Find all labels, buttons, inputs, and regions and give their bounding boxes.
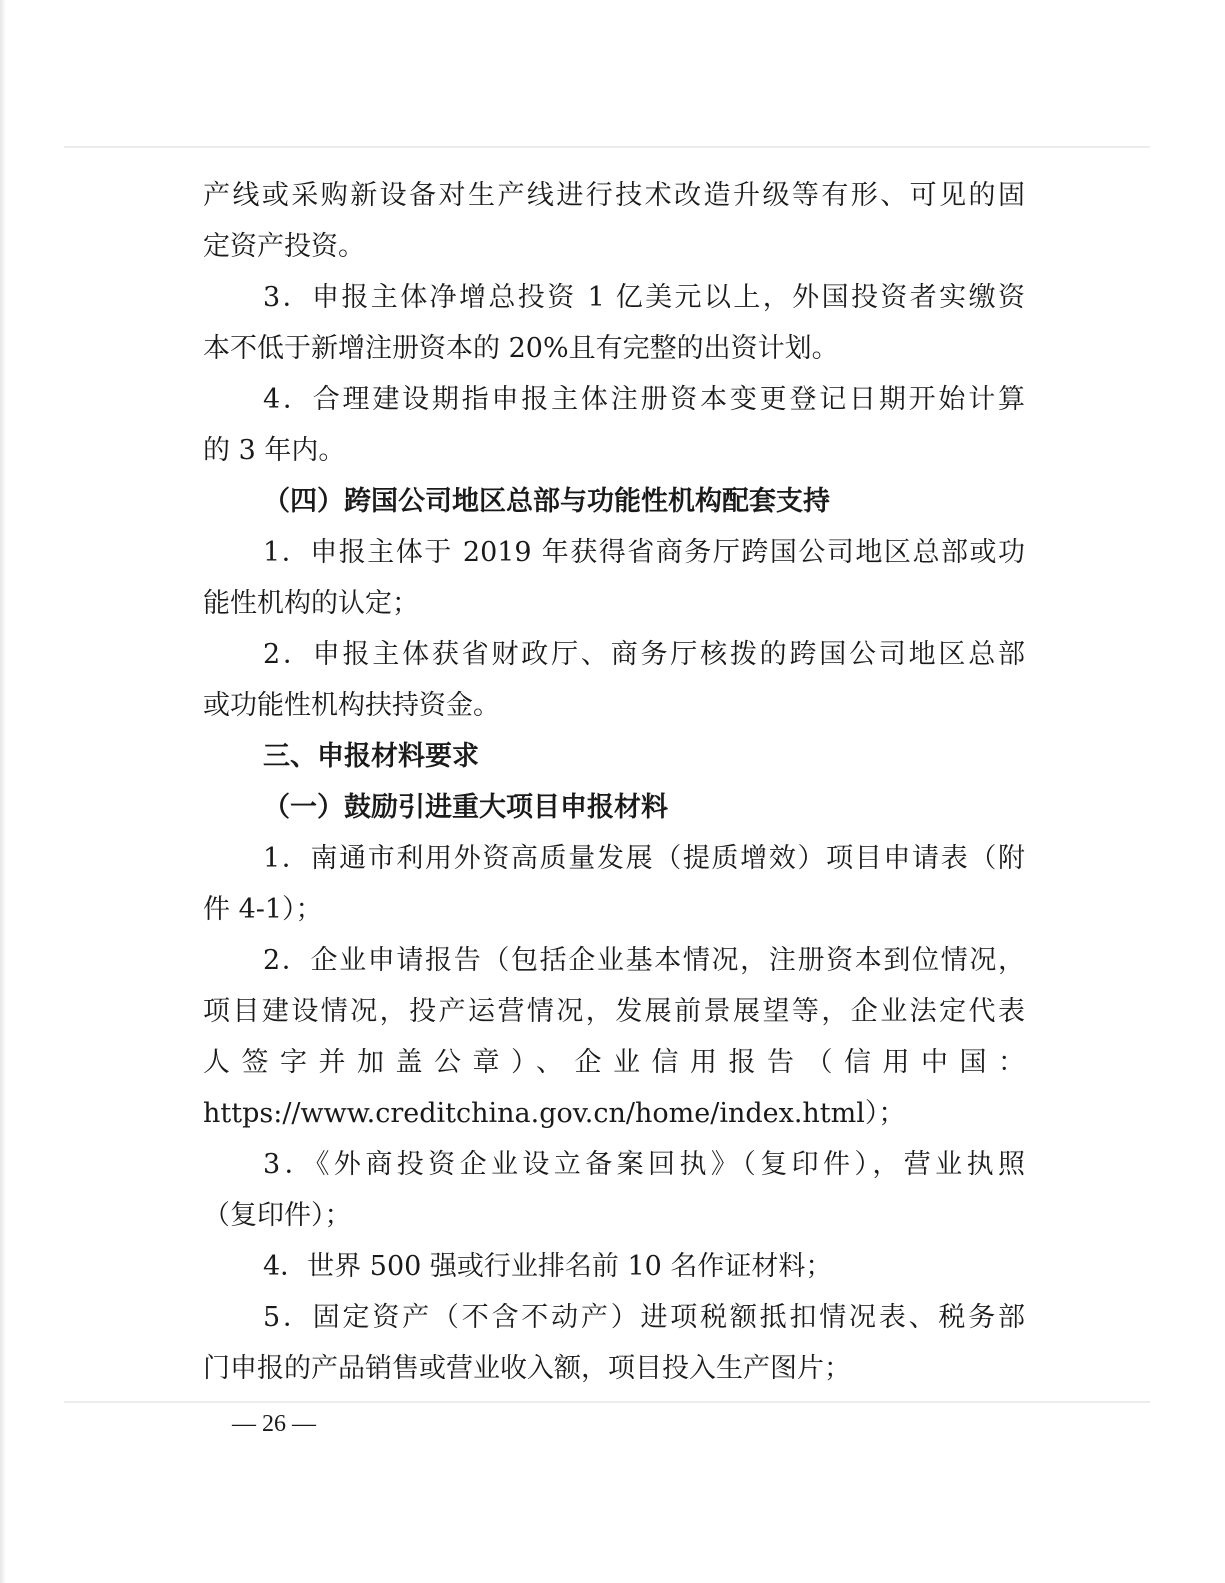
url-line: https://www.creditchina.gov.cn/home/index.html）； <box>203 1098 906 1129</box>
paragraph-line: 的 3 年内。 <box>203 435 346 466</box>
paragraph-line: 5．固定资产（不含不动产）进项税额抵扣情况表、税务部 <box>263 1302 1025 1333</box>
paragraph-line: 门申报的产品销售或营业收入额，项目投入生产图片； <box>203 1353 851 1384</box>
paragraph-line: 3．申报主体净增总投资 1 亿美元以上，外国投资者实缴资 <box>263 282 1025 313</box>
paragraph-line: 项目建设情况，投产运营情况，发展前景展望等，企业法定代表 <box>203 996 1025 1027</box>
header-rule <box>64 146 1150 148</box>
paragraph-line: 1．南通市利用外资高质量发展（提质增效）项目申请表（附 <box>263 843 1025 874</box>
scan-edge <box>0 0 6 1583</box>
paragraph-line: 4．合理建设期指申报主体注册资本变更登记日期开始计算 <box>263 384 1025 415</box>
paragraph-line: （复印件）； <box>203 1200 352 1231</box>
section-heading: （一）鼓励引进重大项目申报材料 <box>263 792 668 823</box>
document-body <box>203 170 1025 1394</box>
paragraph-line: 本不低于新增注册资本的 20%且有完整的出资计划。 <box>203 333 839 364</box>
section-heading: （四）跨国公司地区总部与功能性机构配套支持 <box>263 486 830 517</box>
paragraph-line: 能性机构的认定； <box>203 588 419 619</box>
page-number: — 26 — <box>232 1411 316 1437</box>
paragraph-line: 2．企业申请报告（包括企业基本情况，注册资本到位情况， <box>263 945 1025 976</box>
paragraph-line: 2．申报主体获省财政厅、商务厅核拨的跨国公司地区总部 <box>263 639 1025 670</box>
footer-rule <box>64 1401 1150 1403</box>
chapter-heading: 三、申报材料要求 <box>263 741 479 772</box>
paragraph-line: 件 4-1）； <box>203 894 323 925</box>
paragraph-line: 产线或采购新设备对生产线进行技术改造升级等有形、可见的固 <box>203 180 1025 211</box>
paragraph-line: 4．世界 500 强或行业排名前 10 名作证材料； <box>263 1251 833 1282</box>
paragraph-line: 或功能性机构扶持资金。 <box>203 690 500 721</box>
paragraph-line: 3．《外商投资企业设立备案回执》（复印件），营业执照 <box>263 1149 1025 1180</box>
paragraph-line: 定资产投资。 <box>203 231 365 262</box>
paragraph-line: 1．申报主体于 2019 年获得省商务厅跨国公司地区总部或功 <box>263 537 1025 568</box>
paragraph-line: 人签字并加盖公章）、企业信用报告（信用中国： <box>203 1047 1025 1078</box>
